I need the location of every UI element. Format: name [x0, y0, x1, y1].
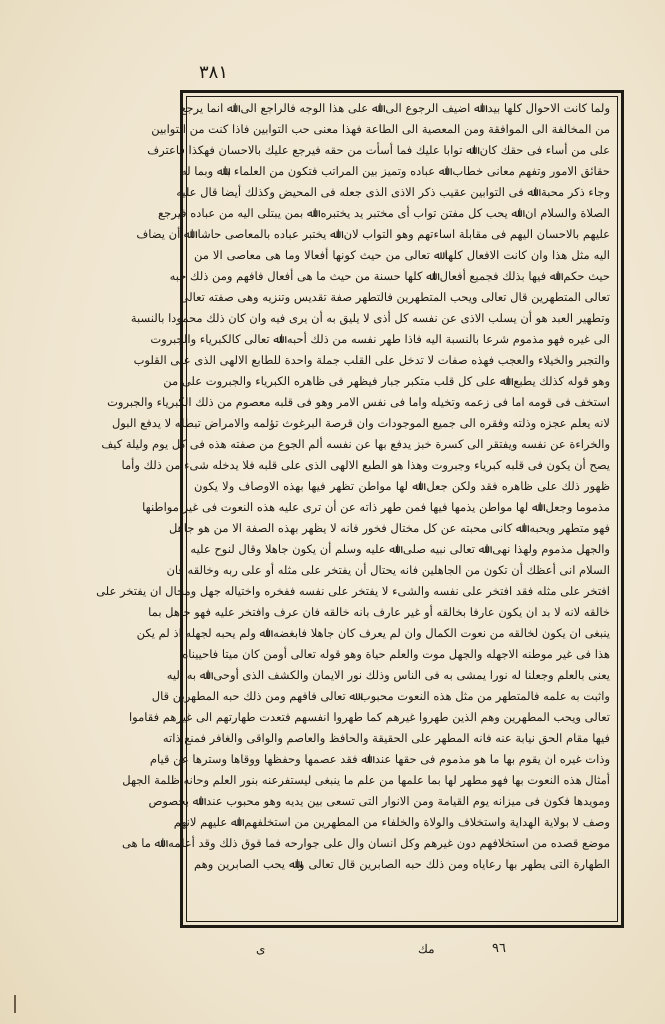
text-line: ﺗﻌﺎﻟﻰ اﻟﻤﺘﻄﻬﺮﻳﻦ ﻗﺎل ﺗﻌﺎﻟﻰ وﻳﺤﺐ اﻟﻤﺘﻄﻬﺮﻳﻦ ﻓﺎﻟﺘﻄﻬﺮ ﺻﻔﺔ ﺗﻘﺪﻳﺲ وﺗﻨﺰﻳﻪ وﻫﻰ ﺻﻔﺘﻪ ﺗﻌﺎﻟﻰ — [179, 290, 610, 304]
page-number: ٣٨١ — [199, 62, 229, 83]
page-edge-mark — [14, 995, 16, 1013]
text-line: وﻟﻤﺎ ﻛﺎﻧﺖ اﻻﺣﻮال ﻛﻠﻬﺎ ﺑﻴﺪ اﷲ اﺿﻴﻒ اﻟﺮﺟﻮع اﻟﻰ اﷲ ﻋﻠﻰ ﻫﺬا اﻟﻮﺟﻪ ﻓﺎﻟﺮاﺟﻊ اﻟﻰ اﷲ اﻧﻤﺎ ﻳﺮﺟﻊ — [180, 101, 610, 115]
text-line: واﻟﺨﺮاءة ﻋﻦ ﻧﻔﺴﻪ وﻳﻔﺘﻘﺮ اﻟﻰ ﻛﺴﺮة ﺧﺒﺰ ﻳﺪﻓﻊ ﺑﻬﺎ ﻋﻦ ﻧﻔﺴﻪ أﻟﻢ اﻟﺠﻮع ﻣﻦ ﺻﻔﺘﻪ ﻫﺬه ﻓﻰ ﻛﻞ ﻳﻮم وﻟﻴﻠﺔ ﻛﻴﻒ — [101, 437, 610, 451]
text-line: ﺣﻘﺎﺋﻖ اﻻﻣﻮر وﺗﻔﻬﻢ ﻣﻌﺎﻧﻰ ﺧﻄﺎب اﷲ ﻋﺒﺎده وﺗﻤﻴﺰ ﺑﻴﻦ اﻟﻤﺮاﺗﺐ ﻓﺘﻜﻮن ﻣﻦ اﻟﻌﻠﻤﺎء ﺑﺎﷲ وﺑﻤﺎ ﻟﻪ — [180, 164, 610, 178]
text-line: وﻫﻮ ﻗﻮﻟﻪ ﻛﺬﻟﻚ ﻳﻄﺒﻊ اﷲ ﻋﻠﻰ ﻛﻞ ﻗﻠﺐ ﻣﺘﻜﺒﺮ ﺟﺒﺎر ﻓﻴﻈﻬﺮ ﻓﻰ ﻇﺎﻫﺮه اﻟﻜﺒﺮﻳﺎء واﻟﺠﺒﺮوت ﻋﻠﻰ ﻣﻦ — [163, 374, 610, 388]
text-line: اﻟﺴﻼم اﻧﻰ أﻋﻈﻚ أن ﺗﻜﻮن ﻣﻦ اﻟﺠﺎﻫﻠﻴﻦ ﻓﺎﻧﻪ ﻳﺤﺘﺎل أن ﻳﻔﺘﺨﺮ ﻋﻠﻰ ﻣﺜﻠﻪ أو ﻋﻠﻰ رﺑﻪ وﺧﺎﻟﻘﻪ ﻓﺎن — [166, 563, 610, 577]
text-line: اﺳﺘﺨﻒ ﻓﻰ ﻗﻮﻣﻪ اﻣﺎ ﻓﻰ زﻋﻤﻪ وﺗﺨﻴﻠﻪ واﻣﺎ ﻓﻰ ﻧﻔﺲ اﻻﻣﺮ وﻫﻮ ﻓﻰ ﻗﻠﺒﻪ ﻣﻌﺼﻮم ﻣﻦ ذﻟﻚ اﻟﻜﺒﺮﻳﺎء واﻟﺠﺒﺮوت — [107, 395, 610, 409]
text-line: وﺻﻒ ﻻ ﺑﻮﻻﻳﺔ اﻟﻬﺪاﻳﺔ واﺳﺘﺨﻼف واﻟﻮﻻة واﻟﺨﻠﻔﺎء ﻣﻦ اﻟﻤﻄﻬﺮﻳﻦ ﻣﻦ اﺳﺘﺨﻠﻔﻬﻢ اﷲ ﻋﻠﻴﻬﻢ ﻻﻧﻬﻢ — [173, 815, 610, 829]
text-line: ﻓﻬﻮ ﻣﺘﻄﻬﺮ وﻳﺤﺒﻪ اﷲ ﻛﺎﻧﻰ ﻣﺤﺒﺘﻪ ﻋﻦ ﻛﻞ ﻣﺨﺘﺎل ﻓﺨﻮر ﻓﺎﻧﻪ ﻻ ﻳﻈﻬﺮ ﺑﻬﺬه اﻟﺼﻔﺔ اﻻ ﻣﻦ ﻫﻮ ﺟﺎﻫﻞ — [168, 521, 610, 535]
text-line: اﻟﻄﻬﺎرة اﻟﺘﻰ ﻳﻄﻬﺮ ﺑﻬﺎ رﻋﺎﻳﺎه وﻣﻦ ذﻟﻚ ﺣﺒﻪ اﻟﺼﺎﺑﺮﻳﻦ ﻗﺎل ﺗﻌﺎﻟﻰ واﷲ ﻳﺤﺐ اﻟﺼﺎﺑﺮﻳﻦ وﻫﻢ — [194, 857, 610, 871]
main-text-block — [96, 98, 614, 918]
footer-signature-number: ٩٦ — [492, 941, 506, 956]
text-line: ﻻﻧﻪ ﻳﻌﻠﻢ ﻋﺠﺰه وذﻟﺘﻪ وﻓﻘﺮه اﻟﻰ ﺟﻤﻴﻊ اﻟﻤﻮﺟﻮدات وان ﻗﺮﺻﺔ اﻟﺒﺮﻏﻮث ﺗﺆﻟﻤﻪ واﻻﻣﺮاض ﺗﺒﻄﻠﻪ ﻻ ﻳﺪﻓﻊ اﻟﺒﻮل — [111, 416, 610, 430]
text-line: ﻓﻴﻬﺎ ﻣﻘﺎم اﻟﺤﻖ ﻧﻴﺎﺑﺔ ﻋﻨﻪ ﻓﺎﻧﻪ اﻟﻤﻄﻬﺮ ﻋﻠﻰ اﻟﺤﻘﻴﻘﺔ واﻟﺤﺎﻓﻆ واﻟﻌﺎﺻﻢ واﻟﻮاﻗﻰ واﻟﻐﺎﻓﺮ ﻓﻤﻨﻊ ذاﺗﻪ — [162, 731, 610, 745]
footer-signature-abbrev: مك — [418, 942, 435, 956]
footer-signature-mark: ى — [256, 942, 266, 956]
text-line: ﺧﺎﻟﻘﻪ ﻻﻧﻪ ﻻ ﺑﺪ ان ﻳﻜﻮن ﻋﺎرﻓﺎ ﺑﺨﺎﻟﻘﻪ أو ﻏﻴﺮ ﻋﺎرف ﺑﺎﻧﻪ ﺧﺎﻟﻘﻪ ﻓﺎن ﻋﺮف واﻓﺘﺨﺮ ﻋﻠﻴﻪ ﻓﻬﻮ ﺟﺎﻫﻞ ﺑﻤﺎ — [148, 605, 610, 619]
text-line: وﺗﻄﻬﻴﺮ اﻟﻌﺒﺪ ﻫﻮ أن ﻳﺴﻠﺐ اﻻذى ﻋﻦ ﻧﻔﺴﻪ ﻛﻞ أذى ﻻ ﻳﻠﻴﻖ ﺑﻪ أن ﻳﺮى ﻓﻴﻪ وان ﻛﺎن ذﻟﻚ ﻣﺤﻤﻮدا ﺑﺎﻟﻨﺴﺒﺔ — [130, 311, 610, 325]
text-line: واﻟﺠﻬﻞ ﻣﺬﻣﻮم وﻟﻬﺬا ﻧﻬﻰ اﷲ ﺗﻌﺎﻟﻰ ﻧﺒﻴﻪ ﺻﻠﻰ اﷲ ﻋﻠﻴﻪ وﺳﻠﻢ أن ﻳﻜﻮن ﺟﺎﻫﻼ وﻗﺎل ﻟﻨﻮح ﻋﻠﻴﻪ — [190, 542, 610, 556]
text-line: ﻋﻠﻰ ﻣﻦ أﺳﺎء ﻓﻰ ﺣﻘﻚ ﻛﺎن اﷲ ﺗﻮاﺑﺎ ﻋﻠﻴﻚ ﻓﻤﺎ أﺳﺄت ﻣﻦ ﺣﻘﻪ ﻓﻴﺮﺟﻊ ﻋﻠﻴﻚ ﺑﺎﻻﺣﺴﺎن ﻓﻬﻜﺬا ﻓﺎﻋﺘﺮف — [147, 143, 610, 157]
text-line: ﻳﺼﺢ أن ﻳﻜﻮن ﻓﻰ ﻗﻠﺒﻪ ﻛﺒﺮﻳﺎء وﺟﺒﺮوت وﻫﺬا ﻫﻮ اﻟﻄﺒﻊ اﻻﻟﻬﻰ اﻟﺬى ﻋﻠﻰ ﻗﻠﺒﻪ ﻓﻼ ﻳﺪﺧﻠﻪ ﺷﻰء ﻣﻦ ذﻟﻚ وأﻣﺎ — [121, 458, 610, 472]
text-line: واﺛﺒﺖ ﺑﻪ ﻋﻠﻤﻪ ﻓﺎﻟﻤﺘﻄﻬﺮ ﻣﻦ ﻣﺜﻞ ﻫﺬه اﻟﻨﻌﻮت ﻣﺤﺒﻮب ﷲ ﺗﻌﺎﻟﻰ ﻓﺎﻓﻬﻢ وﻣﻦ ذﻟﻚ ﺣﺒﻪ اﻟﻤﻄﻬﺮﻳﻦ ﻗﺎل — [151, 689, 610, 703]
text-line: ﻋﻠﻴﻬﻢ ﺑﺎﻻﺣﺴﺎن اﻟﻴﻬﻢ ﻓﻰ ﻣﻘﺎﺑﻠﺔ اﺳﺎءﺗﻬﻢ وﻫﻮ اﻟﺘﻮاب ﻻن اﷲ ﻳﺨﺘﺒﺮ ﻋﺒﺎده ﺑﺎﻟﻤﻌﺎﺻﻰ ﺣﺎﺷﺎ اﷲ أن ﻳﻀﺎف — [136, 227, 610, 241]
text-line: ﻳﻌﻨﻰ ﺑﺎﻟﻌﻠﻢ وﺟﻌﻠﻨﺎ ﻟﻪ ﻧﻮرا ﻳﻤﺸﻰ ﺑﻪ ﻓﻰ اﻟﻨﺎس وذﻟﻚ ﻧﻮر اﻻﻳﻤﺎن واﻟﻜﺸﻒ اﻟﺬى أوﺣﻰ اﷲ ﺑﻪ اﻟﻴﻪ — [166, 668, 610, 682]
text-line: أﻣﺜﺎل ﻫﺬه اﻟﻨﻌﻮت ﺑﻬﺎ ﻓﻬﻮ ﻣﻄﻬﺮ ﻟﻬﺎ ﺑﻤﺎ ﻋﻠﻤﻬﺎ ﻣﻦ ﻋﻠﻢ ﻣﺎ ﻳﻨﺒﻐﻰ ﻟﻴﺴﺘﻔﺮﻋﻨﻪ ﺑﻨﻮر اﻟﻌﻠﻢ وﺣﺎﻧﻪ ﻇﻠﻤﺔ اﻟﺠﻬﻞ — [122, 773, 610, 787]
text-line: ﻣﺬﻣﻮﻣﺎ وﺟﻌﻞ اﷲ ﻟﻬﺎ ﻣﻮاﻃﻦ ﻳﺬﻣﻬﺎ ﻓﻴﻬﺎ ﻓﻤﻦ ﻃﻬﺮ ذاﺗﻪ ﻋﻦ أن ﺗﺮى ﻋﻠﻴﻪ ﻫﺬه اﻟﻨﻌﻮت ﻓﻰ ﻏﻴﺮ ﻣﻮاﻃﻨﻬﺎ — [142, 500, 610, 514]
text-line: اﻟﺼﻼة واﻟﺴﻼم ان اﷲ ﻳﺤﺐ ﻛﻞ ﻣﻔﺘﻦ ﺗﻮاب أى ﻣﺨﺘﺒﺮ ﻳﺪ ﻳﺨﺘﺒﺮه اﷲ ﺑﻤﻦ ﻳﺒﺘﻠﻰ اﻟﻴﻪ ﻣﻦ ﻋﺒﺎده ﻓﻴﺮﺟﻊ — [158, 206, 610, 220]
text-line: ﺣﻴﺚ ﺣﻜﻢ اﷲ ﻓﻴﻬﺎ ﺑﺬﻟﻚ ﻓﺠﻤﻴﻊ أﻓﻌﺎل اﷲ ﻛﻠﻬﺎ ﺣﺴﻨﺔ ﻣﻦ ﺣﻴﺚ ﻣﺎ ﻫﻰ أﻓﻌﺎل ﻓﺎﻓﻬﻢ وﻣﻦ ذﻟﻚ ﺣﺒﻪ — [169, 269, 610, 283]
text-line: ﻫﺬا ﻓﻰ ﻏﻴﺮ ﻣﻮﻃﻨﻪ اﻻﺟﻬﻠﻪ واﻟﺠﻬﻞ ﻣﻮت واﻟﻌﻠﻢ ﺣﻴﺎة وﻫﻮ ﻗﻮﻟﻪ ﺗﻌﺎﻟﻰ أوﻣﻦ ﻛﺎن ﻣﻴﺘﺎ ﻓﺎﺣﻴﻴﻨﺎه — [182, 647, 610, 661]
text-line: وذات ﻏﻴﺮه ان ﻳﻘﻮم ﺑﻬﺎ ﻣﺎ ﻫﻮ ﻣﺬﻣﻮم ﻓﻰ ﺣﻘﻬﺎ ﻋﻨﺪ اﷲ ﻓﻘﺪ ﻋﺼﻤﻬﺎ وﺣﻔﻈﻬﺎ ووﻗﺎﻫﺎ وﺳﺘﺮﻫﺎ ﻋﻦ ﻗﻴﺎم — [149, 752, 610, 766]
text-line: ﻇﻬﻮر ذﻟﻚ ﻋﻠﻰ ﻇﺎﻫﺮه ﻓﻘﺪ وﻟﻜﻦ ﺟﻌﻞ اﷲ ﻟﻬﺎ ﻣﻮاﻃﻦ ﺗﻈﻬﺮ ﻓﻴﻬﺎ ﺑﻬﺬه اﻻوﺻﺎف وﻻ ﻳﻜﻮن — [194, 479, 610, 493]
text-line: اﻟﻴﻪ ﻣﺜﻞ ﻫﺬا وان ﻛﺎﻧﺖ اﻻﻓﻌﺎل ﻛﻠﻬﺎ ﷲ ﺗﻌﺎﻟﻰ ﻣﻦ ﺣﻴﺚ ﻛﻮﻧﻬﺎ أﻓﻌﺎﻻ وﻣﺎ ﻫﻰ ﻣﻌﺎﺻﻰ اﻻ ﻣﻦ — [194, 248, 610, 262]
text-line: وﺟﺎء ذﻛﺮ ﻣﺤﺒﺔ اﷲ ﻓﻰ اﻟﺘﻮاﺑﻴﻦ ﻋﻘﻴﺐ ذﻛﺮ اﻻذى اﻟﺬى ﺟﻌﻠﻪ ﻓﻰ اﻟﻤﺤﻴﺾ وﻛﺬﻟﻚ أﻳﻀﺎ ﻗﺎل ﻋﻠﻴﻪ — [176, 185, 610, 199]
text-line: ﻣﻦ اﻟﻤﺨﺎﻟﻔﺔ اﻟﻰ اﻟﻤﻮاﻓﻘﺔ وﻣﻦ اﻟﻤﻌﺼﻴﺔ اﻟﻰ اﻟﻄﺎﻋﺔ ﻓﻬﺬا ﻣﻌﻨﻰ ﺣﺐ اﻟﺘﻮاﺑﻴﻦ ﻓﺎذا ﻛﻨﺖ ﻣﻦ اﻟﺘﻮاﺑﻴﻦ — [151, 122, 610, 136]
text-line: اﻓﺘﺨﺮ ﻋﻠﻰ ﻣﺜﻠﻪ ﻓﻘﺪ اﻓﺘﺨﺮ ﻋﻠﻰ ﻧﻔﺴﻪ واﻟﺸﻰء ﻻ ﻳﻔﺘﺨﺮ ﻋﻠﻰ ﻧﻔﺴﻪ ﻓﻔﺨﺮه واﺧﺘﻴﺎﻟﻪ ﺟﻬﻞ وﻣﺤﺎل ان ﻳﻔﺘﺨﺮ ﻋﻠﻰ — [96, 584, 610, 598]
text-line: اﻟﻰ ﻏﻴﺮه ﻓﻬﻮ ﻣﺬﻣﻮم ﺷﺮﻋﺎ ﺑﺎﻟﻨﺴﺒﺔ اﻟﻴﻪ ﻓﺎذا ﻃﻬﺮ ﻧﻔﺴﻪ ﻣﻦ ذﻟﻚ أﺣﺒﻪ اﷲ ﺗﻌﺎﻟﻰ ﻛﺎﻟﻜﺒﺮﻳﺎء واﻟﺠﺒﺮوت — [150, 332, 610, 346]
text-line: واﻟﺘﺠﺒﺮ واﻟﺨﻴﻼء واﻟﻌﺠﺐ ﻓﻬﺬه ﺻﻔﺎت ﻻ ﺗﺪﺧﻞ ﻋﻠﻰ اﻟﻘﻠﺐ ﺟﻤﻠﺔ واﺣﺪة ﻟﻠﻄﺎﺑﻊ اﻻﻟﻬﻰ اﻟﺬى ﻋﻠﻰ اﻟﻘﻠﻮب — [133, 353, 610, 367]
text-line: ﺗﻌﺎﻟﻰ وﻳﺤﺐ اﻟﻤﻄﻬﺮﻳﻦ وﻫﻢ اﻟﺬﻳﻦ ﻃﻬﺮوا ﻏﻴﺮﻫﻢ ﻛﻤﺎ ﻃﻬﺮوا اﻧﻔﺴﻬﻢ ﻓﺘﻌﺪت ﻃﻬﺎرﺗﻬﻢ اﻟﻰ ﻏﻴﺮﻫﻢ ﻓﻘﺎﻣﻮا — [128, 710, 610, 724]
text-line: ﻣﻮﺿﻊ ﻗﺼﺪه ﻣﻦ اﺳﺘﺨﻼﻓﻬﻢ دون ﻏﻴﺮﻫﻢ وﻛﻞ اﻧﺴﺎن وال ﻋﻠﻰ ﺟﻮارﺣﻪ ﻓﻤﺎ ﻓﻮق ذﻟﻚ وﻗﺪ أﻋﻠﻤﻪ اﷲ ﻣﺎ ﻫﻰ — [121, 836, 610, 850]
text-line: ﻳﻨﺒﻐﻰ ان ﻳﻜﻮن ﻟﺨﺎﻟﻘﻪ ﻣﻦ ﻧﻌﻮت اﻟﻜﻤﺎل وان ﻟﻢ ﻳﻌﺮف ﻛﺎن ﺟﺎﻫﻼ ﻓﺎﺑﻐﻀﻪ اﷲ وﻟﻢ ﻳﺤﺒﻪ ﻟﺠﻬﻠﻪ اذ ﻟﻢ ﻳﻜﻦ — [136, 626, 610, 640]
text-line: وﻣﻮﻳﺪﻫﺎ ﻓﻜﻮن ﻓﻰ ﻣﻴﺰاﻧﻪ ﻳﻮم اﻟﻘﻴﺎﻣﺔ وﻣﻦ اﻻﻧﻮار اﻟﺘﻰ ﺗﺴﻌﻰ ﺑﻴﻦ ﻳﺪﻳﻪ وﻫﻮ ﻣﺤﺒﻮب ﻋﻨﺪ اﷲ ﺑﺨﺼﻮص — [148, 794, 610, 808]
